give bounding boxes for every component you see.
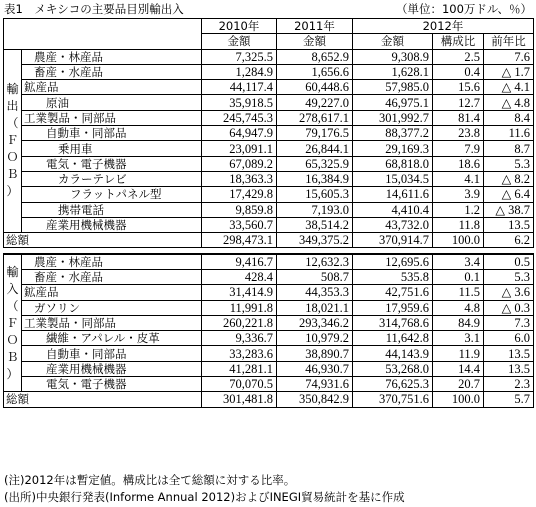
export-item-label: カラーテレビ — [22, 171, 202, 186]
export-share: 1.2 — [433, 202, 484, 217]
import-item-label: 電気・電子機器 — [22, 377, 202, 392]
export-row — [4, 156, 534, 171]
export-item-label: フラットパネル型 — [22, 187, 202, 202]
import-value-2012: 535.8 — [353, 269, 433, 284]
export-value-2010: 67,089.2 — [202, 156, 277, 171]
import-share: 4.8 — [433, 300, 484, 315]
import-value-2011: 38,890.7 — [277, 346, 353, 361]
export-growth: 8.7 — [484, 141, 534, 156]
import-value-2010: 428.4 — [202, 269, 277, 284]
export-value-2011: 49,227.0 — [277, 95, 353, 110]
import-row — [4, 377, 534, 392]
import-value-2012: 17,959.6 — [353, 300, 433, 315]
import-share: 20.7 — [433, 377, 484, 392]
export-growth: △ 1.7 — [484, 64, 534, 79]
export-item-label: 原油 — [22, 95, 202, 110]
import-value-2012: 76,625.3 — [353, 377, 433, 392]
export-growth: △ 4.8 — [484, 95, 534, 110]
export-share: 81.4 — [433, 110, 484, 125]
export-row — [4, 95, 534, 110]
export-growth: △ 4.1 — [484, 80, 534, 95]
import-value-2011: 12,632.3 — [277, 254, 353, 270]
import-item-label: 産業用機械機器 — [22, 361, 202, 376]
export-growth: 13.5 — [484, 217, 534, 232]
import-item-label: 自動車・同部品 — [22, 346, 202, 361]
export-share: 7.9 — [433, 141, 484, 156]
export-share: 11.8 — [433, 217, 484, 232]
export-total-label: 総額 — [4, 233, 202, 248]
header-2010: 2010年 — [202, 19, 277, 34]
export-value-2010: 23,091.1 — [202, 141, 277, 156]
export-growth: 7.6 — [484, 49, 534, 64]
import-share: 3.4 — [433, 254, 484, 270]
export-row — [4, 202, 534, 217]
import-item-label: 農産・林産品 — [22, 254, 202, 270]
export-item-label: 鉱産品 — [22, 80, 202, 95]
import-value-2012: 44,143.9 — [353, 346, 433, 361]
import-value-2010: 31,414.9 — [202, 285, 277, 300]
export-row — [4, 49, 534, 64]
import-value-2010: 70,070.5 — [202, 377, 277, 392]
import-value-2011: 293,346.2 — [277, 315, 353, 330]
header-2011: 2011年 — [277, 19, 353, 34]
import-item-label: 繊維・アパレル・皮革 — [22, 331, 202, 346]
import-item-label: 工業製品・同部品 — [22, 315, 202, 330]
table-title: 表1 メキシコの主要品目別輸出入 — [4, 2, 184, 16]
header-amount-2010: 金額 — [202, 34, 277, 49]
export-item-label: 電気・電子機器 — [22, 156, 202, 171]
footnote-provisional: (注)2012年は暫定値。構成比は全て総額に対する比率。 — [4, 473, 296, 487]
import-value-2010: 260,221.8 — [202, 315, 277, 330]
import-total-share: 100.0 — [433, 392, 484, 407]
unit-note: （単位：100万ドル、％） — [395, 2, 532, 16]
export-value-2010: 7,325.5 — [202, 49, 277, 64]
import-share: 84.9 — [433, 315, 484, 330]
export-value-2012: 301,992.7 — [353, 110, 433, 125]
export-value-2012: 46,975.1 — [353, 95, 433, 110]
import-total-2010: 301,481.8 — [202, 392, 277, 407]
import-share: 11.9 — [433, 346, 484, 361]
import-growth: 6.0 — [484, 331, 534, 346]
export-growth: 8.4 — [484, 110, 534, 125]
export-side-label: 輸 出 （ Ｆ Ｏ Ｂ ） — [4, 49, 22, 233]
import-share: 14.4 — [433, 361, 484, 376]
export-share: 0.4 — [433, 64, 484, 79]
import-row — [4, 300, 534, 315]
import-share: 0.1 — [433, 269, 484, 284]
import-share: 11.5 — [433, 285, 484, 300]
header-growth: 前年比 — [484, 34, 534, 49]
export-share: 3.9 — [433, 187, 484, 202]
export-total-share: 100.0 — [433, 233, 484, 248]
import-value-2010: 9,416.7 — [202, 254, 277, 270]
export-value-2011: 60,448.6 — [277, 80, 353, 95]
import-item-label: 畜産・水産品 — [22, 269, 202, 284]
export-item-label: 乗用車 — [22, 141, 202, 156]
import-row — [4, 346, 534, 361]
export-total-2010: 298,473.1 — [202, 233, 277, 248]
import-growth: 5.3 — [484, 269, 534, 284]
export-item-label: 畜産・水産品 — [22, 64, 202, 79]
export-row — [4, 141, 534, 156]
header-2012: 2012年 — [353, 19, 534, 34]
export-growth: △ 8.2 — [484, 171, 534, 186]
export-value-2012: 68,818.0 — [353, 156, 433, 171]
export-item-label: 産業用機械機器 — [22, 217, 202, 232]
import-total-label: 総額 — [4, 392, 202, 407]
import-row — [4, 269, 534, 284]
import-value-2011: 10,979.2 — [277, 331, 353, 346]
export-item-label: 携帯電話 — [22, 202, 202, 217]
export-share: 23.8 — [433, 126, 484, 141]
import-value-2012: 12,695.6 — [353, 254, 433, 270]
export-value-2011: 7,193.0 — [277, 202, 353, 217]
import-row — [4, 285, 534, 300]
import-row — [4, 361, 534, 376]
export-row — [4, 110, 534, 125]
import-total-growth: 5.7 — [484, 392, 534, 407]
table-body — [4, 19, 534, 408]
import-row — [4, 315, 534, 330]
import-value-2011: 44,353.3 — [277, 285, 353, 300]
export-total-2011: 349,375.2 — [277, 233, 353, 248]
export-item-label: 農産・林産品 — [22, 49, 202, 64]
export-row — [4, 80, 534, 95]
import-item-label: 鉱産品 — [22, 285, 202, 300]
import-item-label: ガソリン — [22, 300, 202, 315]
export-value-2010: 64,947.9 — [202, 126, 277, 141]
export-value-2011: 278,617.1 — [277, 110, 353, 125]
export-value-2010: 17,429.8 — [202, 187, 277, 202]
export-value-2011: 79,176.5 — [277, 126, 353, 141]
import-row — [4, 254, 534, 270]
export-share: 4.1 — [433, 171, 484, 186]
import-growth: 13.5 — [484, 361, 534, 376]
header-amount-2012: 金額 — [353, 34, 433, 49]
header-row-years — [4, 19, 534, 34]
import-total-row — [4, 392, 534, 407]
export-growth: △ 6.4 — [484, 187, 534, 202]
import-value-2011: 508.7 — [277, 269, 353, 284]
import-growth: 0.5 — [484, 254, 534, 270]
import-value-2012: 42,751.6 — [353, 285, 433, 300]
import-share: 3.1 — [433, 331, 484, 346]
export-share: 15.6 — [433, 80, 484, 95]
export-value-2012: 14,611.6 — [353, 187, 433, 202]
export-value-2012: 88,377.2 — [353, 126, 433, 141]
import-total-2012: 370,751.6 — [353, 392, 433, 407]
header-share: 構成比 — [433, 34, 484, 49]
import-row — [4, 331, 534, 346]
export-value-2010: 33,560.7 — [202, 217, 277, 232]
header-corner — [4, 19, 202, 50]
import-value-2012: 314,768.6 — [353, 315, 433, 330]
export-value-2011: 65,325.9 — [277, 156, 353, 171]
import-value-2010: 11,991.8 — [202, 300, 277, 315]
export-growth: 11.6 — [484, 126, 534, 141]
header-amount-2011: 金額 — [277, 34, 353, 49]
export-value-2011: 26,844.1 — [277, 141, 353, 156]
export-value-2012: 57,985.0 — [353, 80, 433, 95]
import-total-2011: 350,842.9 — [277, 392, 353, 407]
export-value-2010: 44,117.4 — [202, 80, 277, 95]
export-value-2011: 16,384.9 — [277, 171, 353, 186]
import-value-2011: 18,021.1 — [277, 300, 353, 315]
export-row — [4, 217, 534, 232]
import-growth: 7.3 — [484, 315, 534, 330]
export-value-2011: 8,652.9 — [277, 49, 353, 64]
import-growth: △ 3.6 — [484, 285, 534, 300]
export-growth: △ 38.7 — [484, 202, 534, 217]
export-value-2010: 35,918.5 — [202, 95, 277, 110]
export-row — [4, 187, 534, 202]
export-row — [4, 171, 534, 186]
import-growth: 2.3 — [484, 377, 534, 392]
export-total-2012: 370,914.7 — [353, 233, 433, 248]
import-value-2011: 46,930.7 — [277, 361, 353, 376]
export-total-row — [4, 233, 534, 248]
export-share: 18.6 — [433, 156, 484, 171]
import-value-2011: 74,931.6 — [277, 377, 353, 392]
export-share: 2.5 — [433, 49, 484, 64]
export-item-label: 自動車・同部品 — [22, 126, 202, 141]
import-value-2010: 9,336.7 — [202, 331, 277, 346]
import-growth: △ 0.3 — [484, 300, 534, 315]
import-value-2010: 41,281.1 — [202, 361, 277, 376]
import-growth: 13.5 — [484, 346, 534, 361]
footnote-source: (出所)中央銀行発表(Informe Annual 2012)およびINEGI貿易統計を基に作成 — [4, 490, 405, 504]
import-value-2010: 33,283.6 — [202, 346, 277, 361]
import-value-2012: 53,268.0 — [353, 361, 433, 376]
export-value-2011: 1,656.6 — [277, 64, 353, 79]
export-value-2011: 38,514.2 — [277, 217, 353, 232]
export-item-label: 工業製品・同部品 — [22, 110, 202, 125]
export-total-growth: 6.2 — [484, 233, 534, 248]
export-value-2012: 15,034.5 — [353, 171, 433, 186]
import-value-2012: 11,642.8 — [353, 331, 433, 346]
export-value-2012: 43,732.0 — [353, 217, 433, 232]
export-value-2012: 9,308.9 — [353, 49, 433, 64]
export-value-2012: 4,410.4 — [353, 202, 433, 217]
export-value-2012: 29,169.3 — [353, 141, 433, 156]
export-growth: 5.3 — [484, 156, 534, 171]
export-value-2010: 245,745.3 — [202, 110, 277, 125]
export-value-2010: 18,363.3 — [202, 171, 277, 186]
export-row — [4, 126, 534, 141]
trade-table — [3, 18, 534, 408]
export-share: 12.7 — [433, 95, 484, 110]
export-row — [4, 64, 534, 79]
import-side-label: 輸 入 （ Ｆ Ｏ Ｂ ） — [4, 254, 22, 392]
export-value-2010: 9,859.8 — [202, 202, 277, 217]
export-value-2010: 1,284.9 — [202, 64, 277, 79]
export-value-2011: 15,605.3 — [277, 187, 353, 202]
export-value-2012: 1,628.1 — [353, 64, 433, 79]
